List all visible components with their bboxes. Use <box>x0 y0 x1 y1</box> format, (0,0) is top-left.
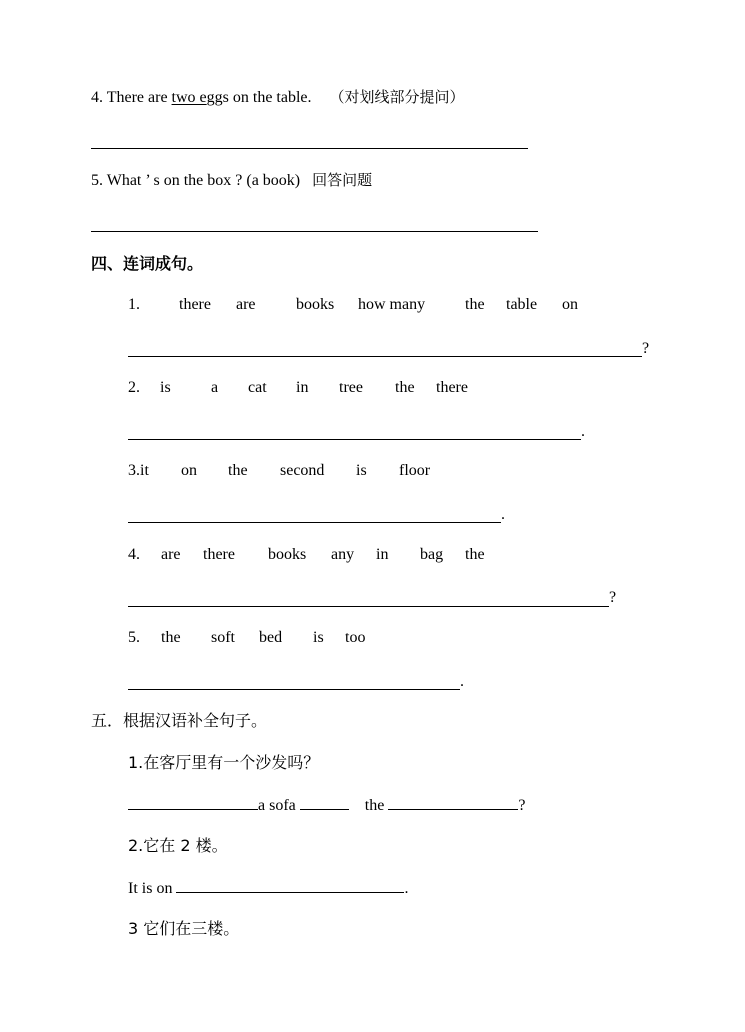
s4-item-4-number: 4. <box>128 546 140 563</box>
s5-item-3-cn: 3 它们在三楼。 <box>128 919 240 938</box>
answer-line-q5[interactable] <box>91 231 538 232</box>
s4-word: a <box>211 379 219 396</box>
s4-word: on <box>181 462 197 479</box>
answer-line-s4-3[interactable] <box>128 522 501 523</box>
question-5 <box>91 170 372 191</box>
s4-item-5-number: 5. <box>128 629 140 646</box>
s4-word: are <box>236 296 256 313</box>
s5-2-end: . <box>404 880 409 897</box>
section-4-title: 四、连词成句。 <box>91 254 204 273</box>
s4-item-1-number: 1. <box>128 296 140 313</box>
s4-word: tree <box>339 379 363 396</box>
q4-underlined: two e <box>171 89 207 106</box>
blank-input[interactable] <box>388 795 518 810</box>
s4-word: the <box>161 629 181 646</box>
s4-word: are <box>161 546 181 563</box>
blank-input[interactable] <box>176 878 404 893</box>
s4-word: on <box>562 296 578 313</box>
q4-rest: ggs on the table. <box>206 89 312 106</box>
s4-word: second <box>280 462 325 479</box>
s4-word: floor <box>399 462 431 479</box>
s5-item-1-cn: 1.在客厅里有一个沙发吗？ <box>128 753 320 772</box>
s4-word: in <box>376 546 389 563</box>
s5-2-prefix: It is on <box>128 880 173 897</box>
blank-input[interactable] <box>300 795 349 810</box>
s4-word: is <box>356 462 367 479</box>
answer-line-s4-5[interactable] <box>128 689 460 690</box>
s5-item-2-cn: 2.它在 2 楼。 <box>128 836 228 855</box>
s5-1-end: ? <box>518 797 526 814</box>
s4-word: table <box>506 296 538 313</box>
s4-word: the <box>465 546 485 563</box>
s4-word: is <box>160 379 171 396</box>
s4-word: cat <box>248 379 267 396</box>
s4-word: too <box>345 629 366 646</box>
q5-note: 回答问题 <box>312 171 373 189</box>
s4-word: books <box>296 296 335 313</box>
s4-word: bed <box>259 629 283 646</box>
s4-word: is <box>313 629 324 646</box>
s4-item-4-end: ? <box>609 589 617 606</box>
blank-input[interactable] <box>128 795 258 810</box>
s4-word: soft <box>211 629 235 646</box>
s4-word: there <box>179 296 211 313</box>
s4-item-3-number: 3.it <box>128 462 149 479</box>
s4-item-5-end: . <box>460 673 464 690</box>
q5-text: 5. What ’ s on the box ? (a book) <box>91 172 301 189</box>
s4-word: in <box>296 379 309 396</box>
s4-item-3-end: . <box>501 506 505 523</box>
s4-word: the <box>465 296 485 313</box>
answer-line-s4-1[interactable] <box>128 356 642 357</box>
s4-word: how many <box>358 296 426 313</box>
s4-item-1-end: ? <box>642 340 650 357</box>
s4-word: the <box>395 379 415 396</box>
answer-line-s4-2[interactable] <box>128 439 581 440</box>
s4-word: there <box>436 379 468 396</box>
s4-word: the <box>228 462 248 479</box>
s4-word: bag <box>420 546 444 563</box>
question-4 <box>91 87 465 108</box>
s4-item-2-number: 2. <box>128 379 140 396</box>
answer-line-s4-4[interactable] <box>128 606 609 607</box>
s4-word: there <box>203 546 235 563</box>
q4-note: （对划线部分提问） <box>329 88 465 106</box>
s5-item-2-en <box>128 878 408 899</box>
s5-item-1-en <box>128 795 525 816</box>
s4-word: books <box>268 546 307 563</box>
q4-prefix: 4. There are <box>91 89 172 106</box>
section-5-title: 五．根据汉语补全句子。 <box>91 711 268 730</box>
s5-1-part-the: the <box>364 797 385 814</box>
s4-item-2-end: . <box>581 423 585 440</box>
s5-1-part-a-sofa: a sofa <box>258 797 296 814</box>
answer-line-q4[interactable] <box>91 148 528 149</box>
s4-word: any <box>331 546 355 563</box>
